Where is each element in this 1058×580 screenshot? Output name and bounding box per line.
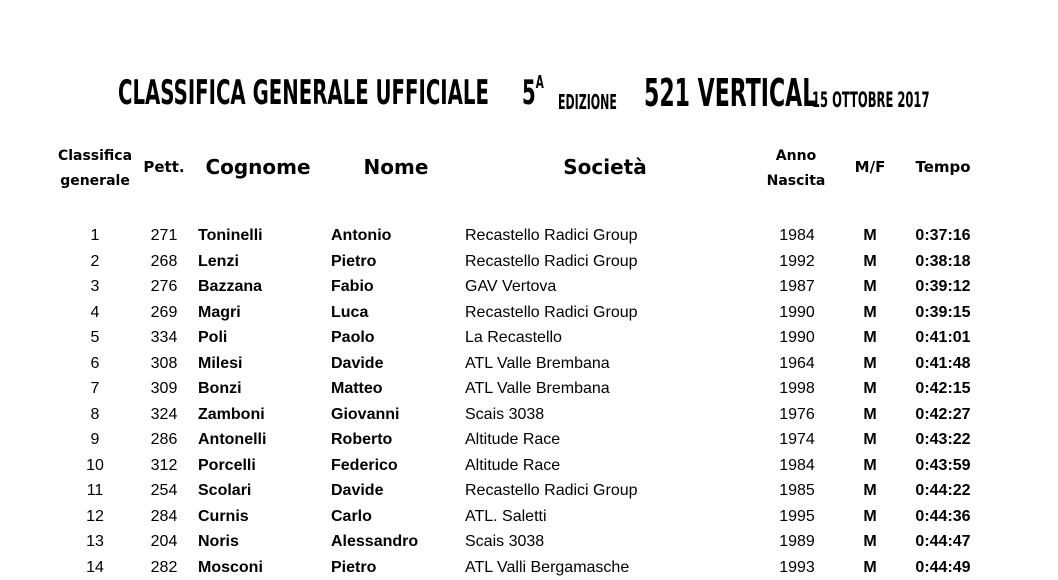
time-cell: 0:42:27	[915, 405, 971, 423]
title-main: CLASSIFICA GENERALE UFFICIALE	[118, 73, 489, 113]
header-anno-line2: Nascita	[766, 173, 826, 189]
club-cell: La Recastello	[465, 329, 562, 346]
first-name-cell: Giovanni	[331, 405, 400, 423]
birth-year-cell: 1987	[779, 278, 815, 295]
time-cell: 0:39:15	[915, 303, 971, 321]
time-cell: 0:44:47	[915, 533, 971, 550]
time-cell: 0:41:01	[915, 329, 971, 346]
first-name-cell: Pietro	[331, 252, 377, 270]
position-cell: 3	[90, 278, 100, 295]
bib-number-cell: 309	[150, 380, 178, 397]
gender-cell: M	[863, 227, 877, 244]
position-cell: 13	[86, 533, 104, 550]
time-cell: 0:37:16	[915, 227, 971, 244]
gender-cell: M	[863, 431, 877, 448]
first-name-cell: Matteo	[331, 380, 383, 397]
surname-cell: Porcelli	[198, 456, 256, 474]
bib-number-cell: 324	[150, 405, 178, 423]
surname-cell: Zamboni	[198, 405, 265, 423]
table-row	[0, 504, 1058, 529]
club-cell: Recastello Radici Group	[465, 303, 638, 321]
birth-year-cell: 1998	[779, 380, 815, 397]
birth-year-cell: 1990	[779, 329, 815, 346]
club-cell: ATL Valli Bergamasche	[465, 558, 630, 576]
position-cell: 9	[90, 431, 100, 448]
surname-cell: Lenzi	[198, 252, 239, 270]
table-row	[0, 274, 1058, 299]
birth-year-cell: 1964	[779, 354, 815, 372]
time-cell: 0:44:49	[915, 558, 971, 576]
first-name-cell: Antonio	[331, 227, 392, 244]
position-cell: 11	[86, 482, 104, 499]
surname-cell: Mosconi	[198, 558, 263, 576]
header-cognome: Cognome	[205, 155, 311, 179]
birth-year-cell: 1990	[779, 303, 815, 321]
gender-cell: M	[863, 456, 877, 474]
table-row	[0, 223, 1058, 248]
table-row	[0, 555, 1058, 580]
gender-cell: M	[863, 507, 877, 525]
table-row	[0, 376, 1058, 401]
header-classifica-line1: Classifica	[57, 148, 133, 164]
birth-year-cell: 1974	[779, 431, 815, 448]
event-date: 15 OTTOBRE 2017	[812, 88, 930, 112]
position-cell: 5	[90, 329, 100, 346]
table-row	[0, 249, 1058, 274]
birth-year-cell: 1985	[779, 482, 815, 499]
first-name-cell: Paolo	[331, 329, 375, 346]
bib-number-cell: 276	[150, 278, 178, 295]
table-row	[0, 325, 1058, 350]
bib-number-cell: 308	[150, 354, 178, 372]
table-row	[0, 478, 1058, 503]
time-cell: 0:39:12	[915, 278, 971, 295]
first-name-cell: Federico	[331, 456, 398, 474]
club-cell: Altitude Race	[465, 456, 561, 474]
gender-cell: M	[863, 278, 877, 295]
position-cell: 7	[90, 380, 100, 397]
club-cell: Scais 3038	[465, 405, 545, 423]
birth-year-cell: 1992	[779, 252, 815, 270]
header-anno-line1: Anno	[775, 148, 817, 164]
time-cell: 0:44:36	[915, 507, 971, 525]
club-cell: Scais 3038	[465, 533, 545, 550]
edition-suffix: A	[535, 72, 544, 93]
bib-number-cell: 286	[150, 431, 178, 448]
club-cell: ATL Valle Brembana	[465, 380, 610, 397]
time-cell: 0:42:15	[915, 380, 971, 397]
edition-word: EDIZIONE	[558, 90, 617, 114]
gender-cell: M	[863, 482, 877, 499]
surname-cell: Noris	[198, 533, 239, 550]
table-row	[0, 300, 1058, 325]
header-tempo: Tempo	[915, 158, 971, 176]
club-cell: Recastello Radici Group	[465, 482, 638, 499]
table-row	[0, 402, 1058, 427]
first-name-cell: Fabio	[331, 278, 374, 295]
surname-cell: Milesi	[198, 354, 243, 372]
bib-number-cell: 268	[150, 252, 178, 270]
table-row	[0, 427, 1058, 452]
surname-cell: Poli	[198, 329, 228, 346]
gender-cell: M	[863, 558, 877, 576]
club-cell: Recastello Radici Group	[465, 227, 638, 244]
gender-cell: M	[863, 380, 877, 397]
table-row	[0, 529, 1058, 554]
gender-cell: M	[863, 533, 877, 550]
time-cell: 0:43:22	[915, 431, 971, 448]
position-cell: 10	[86, 456, 104, 474]
edition-number: 5	[522, 73, 536, 113]
surname-cell: Antonelli	[198, 431, 267, 448]
time-cell: 0:44:22	[915, 482, 971, 499]
header-pett: Pett.	[143, 158, 185, 176]
gender-cell: M	[863, 252, 877, 270]
first-name-cell: Davide	[331, 354, 384, 372]
title-edition	[522, 72, 544, 113]
first-name-cell: Davide	[331, 482, 384, 499]
club-cell: ATL. Saletti	[465, 507, 547, 525]
club-cell: GAV Vertova	[465, 278, 557, 295]
surname-cell: Toninelli	[198, 227, 263, 244]
bib-number-cell: 254	[150, 482, 178, 499]
surname-cell: Bonzi	[198, 380, 242, 397]
header-nome: Nome	[363, 155, 429, 179]
birth-year-cell: 1989	[779, 533, 815, 550]
header-classifica-line2: generale	[60, 173, 130, 189]
event-name: 521 VERTICAL	[644, 71, 817, 115]
birth-year-cell: 1984	[779, 227, 815, 244]
header-classifica	[52, 144, 138, 194]
first-name-cell: Carlo	[331, 507, 372, 525]
first-name-cell: Luca	[331, 303, 369, 321]
first-name-cell: Alessandro	[331, 533, 419, 550]
birth-year-cell: 1993	[779, 558, 815, 576]
position-cell: 14	[86, 558, 104, 576]
surname-cell: Curnis	[198, 507, 249, 525]
header-societa: Società	[563, 155, 647, 179]
gender-cell: M	[863, 329, 877, 346]
position-cell: 1	[90, 227, 100, 244]
first-name-cell: Roberto	[331, 431, 393, 448]
first-name-cell: Pietro	[331, 558, 377, 576]
gender-cell: M	[863, 303, 877, 321]
time-cell: 0:43:59	[915, 456, 971, 474]
position-cell: 2	[90, 252, 100, 270]
club-cell: ATL Valle Brembana	[465, 354, 610, 372]
bib-number-cell: 334	[150, 329, 178, 346]
bib-number-cell: 282	[150, 558, 178, 576]
bib-number-cell: 312	[150, 456, 178, 474]
surname-cell: Magri	[198, 303, 241, 321]
position-cell: 4	[90, 303, 100, 321]
document-title	[118, 72, 948, 116]
bib-number-cell: 204	[150, 533, 178, 550]
bib-number-cell: 271	[150, 227, 178, 244]
position-cell: 8	[90, 405, 100, 423]
gender-cell: M	[863, 405, 877, 423]
time-cell: 0:38:18	[915, 252, 971, 270]
bib-number-cell: 284	[150, 507, 178, 525]
bib-number-cell: 269	[150, 303, 178, 321]
surname-cell: Scolari	[198, 482, 252, 499]
birth-year-cell: 1995	[779, 507, 815, 525]
club-cell: Altitude Race	[465, 431, 561, 448]
surname-cell: Bazzana	[198, 278, 263, 295]
gender-cell: M	[863, 354, 877, 372]
table-row	[0, 351, 1058, 376]
header-anno-nascita	[756, 144, 836, 194]
table-row	[0, 453, 1058, 478]
birth-year-cell: 1976	[779, 405, 815, 423]
club-cell: Recastello Radici Group	[465, 252, 638, 270]
time-cell: 0:41:48	[915, 354, 971, 372]
position-cell: 6	[90, 354, 100, 372]
header-mf: M/F	[854, 158, 886, 176]
position-cell: 12	[86, 507, 104, 525]
birth-year-cell: 1984	[779, 456, 815, 474]
